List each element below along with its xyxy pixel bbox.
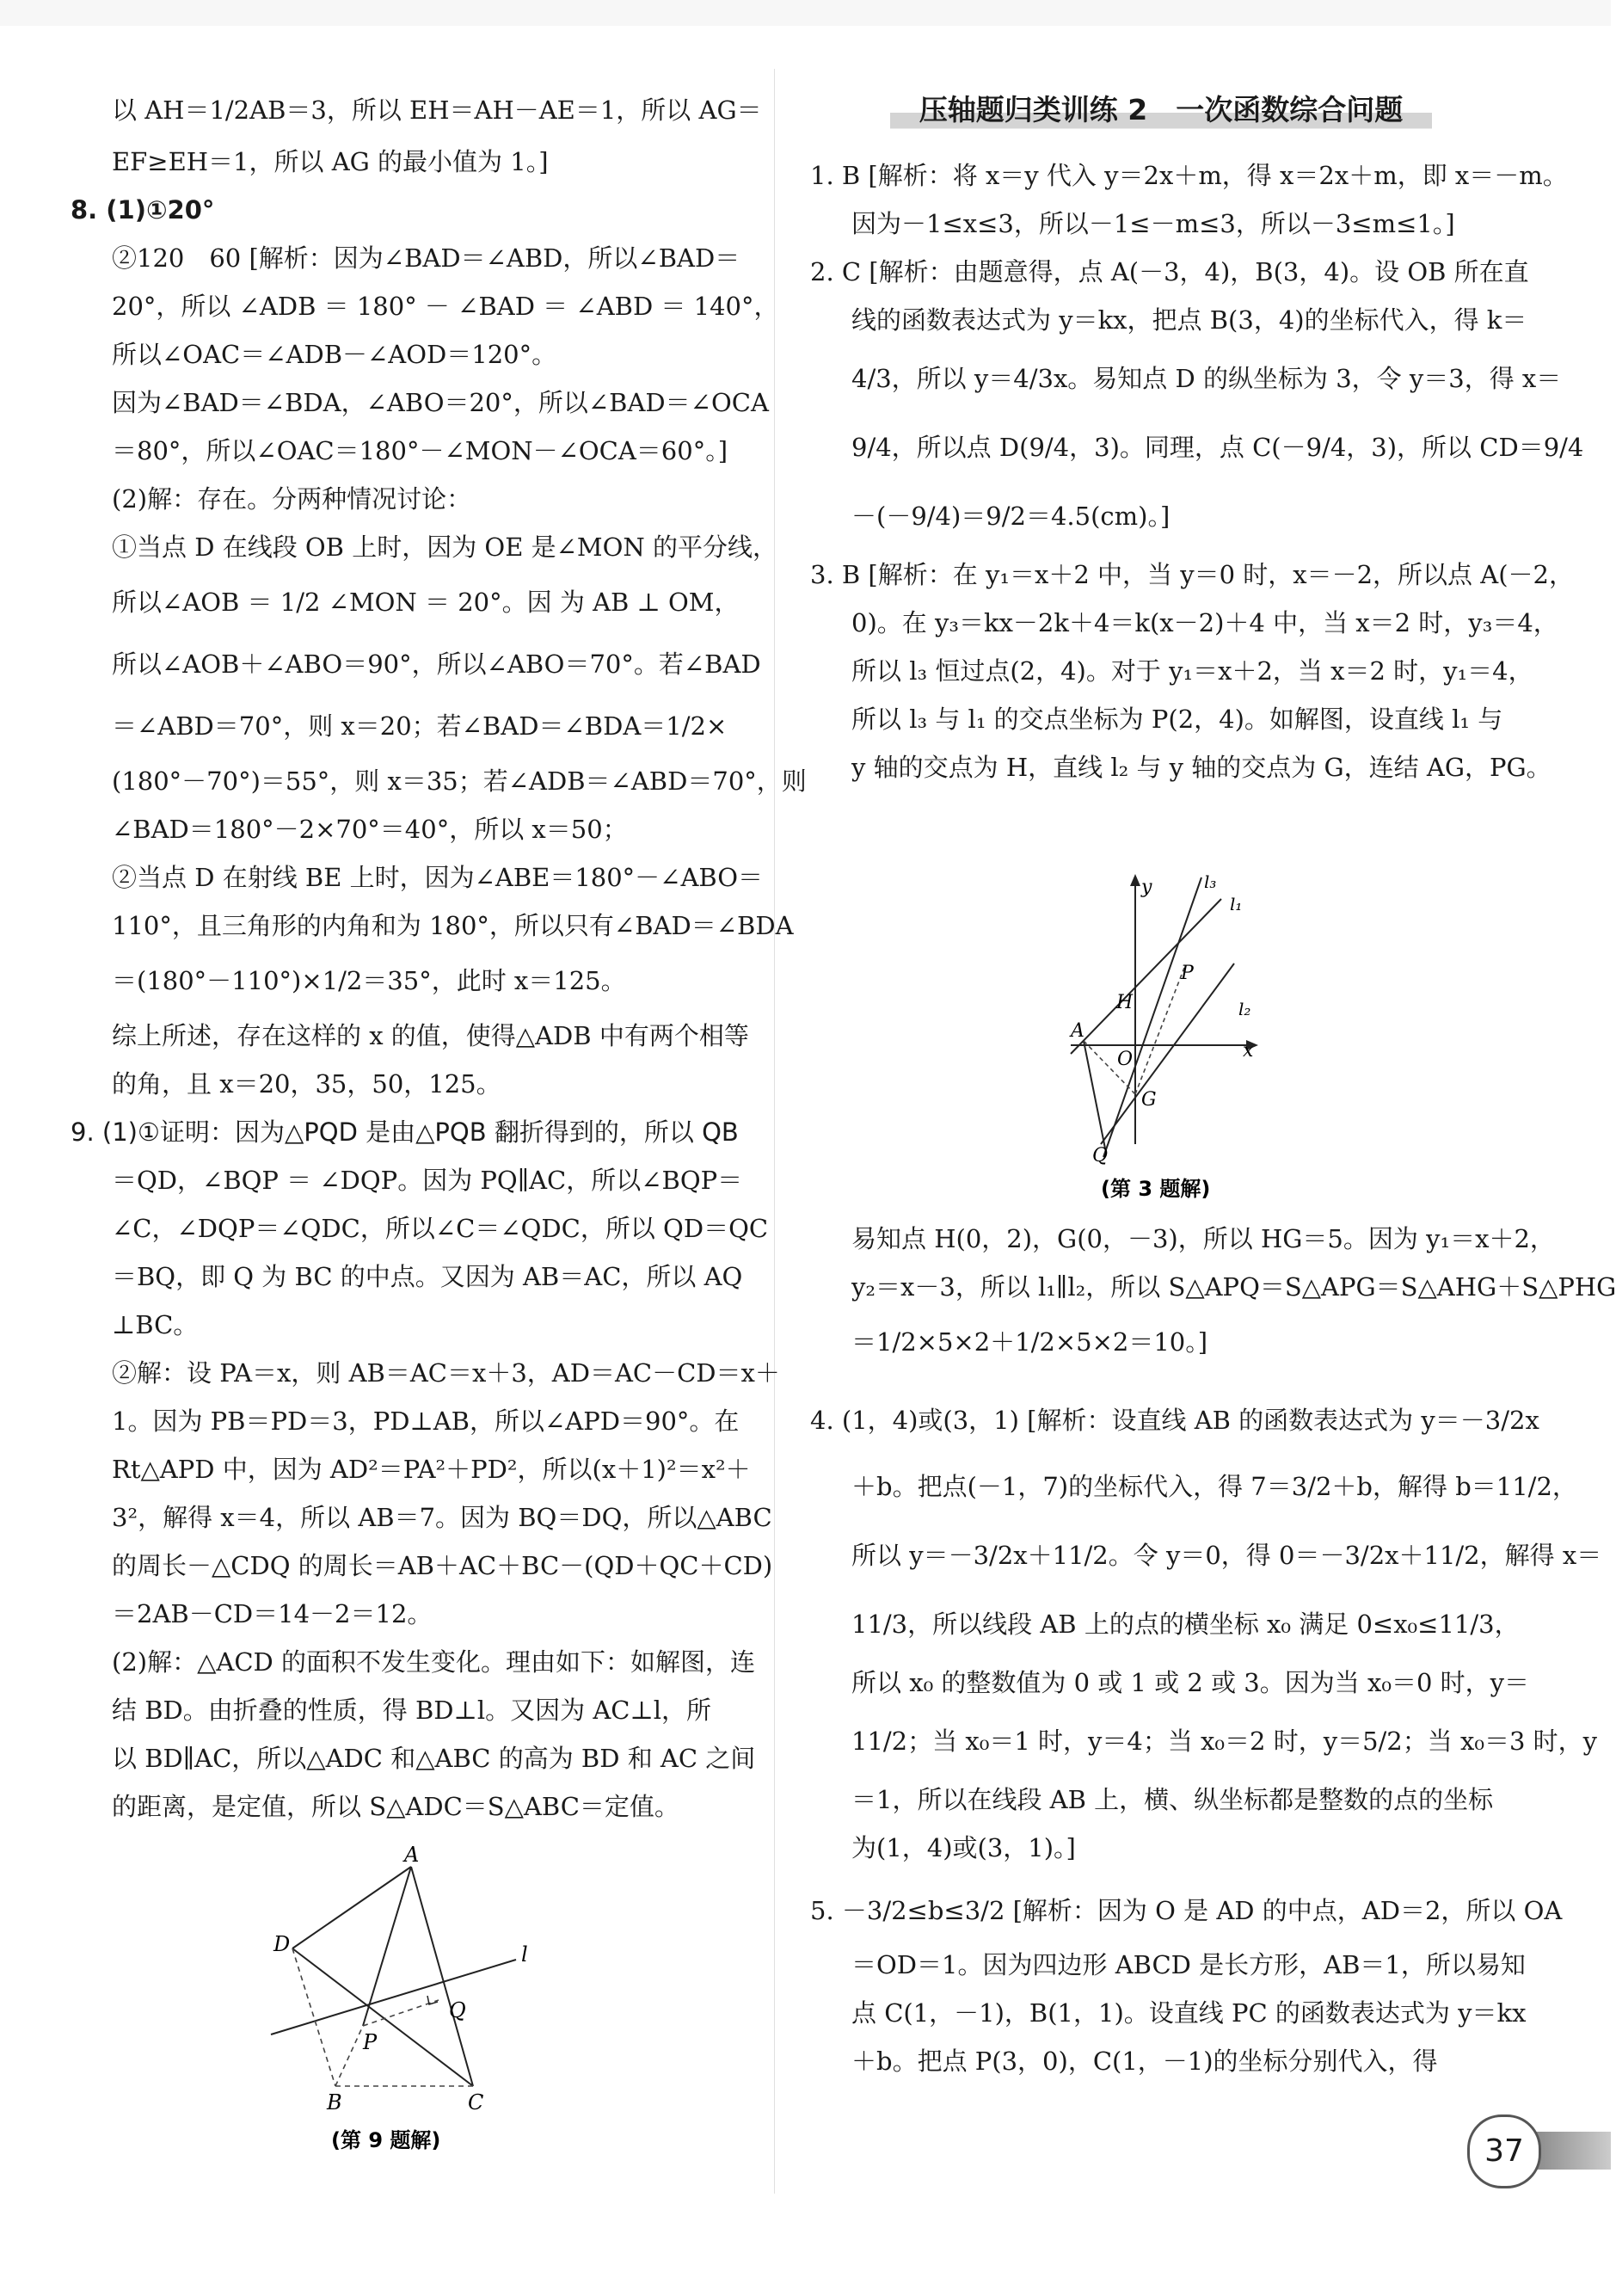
text-line: ∠C，∠DQP＝∠QDC，所以∠C＝∠QDC，所以 QD＝QC [112, 1214, 769, 1243]
fig9-label-l: l [521, 1942, 528, 1967]
text-line: (180°－70°)＝55°，则 x＝35；若∠ADB＝∠ABD＝70°，则 [112, 766, 807, 796]
text-line: 的角，且 x＝20，35，50，125。 [112, 1069, 501, 1099]
fig9-label-B: B [327, 2090, 342, 2114]
text-line: －(－9/4)＝9/2＝4.5(cm)。] [851, 502, 1171, 531]
text-line: 易知点 H(0，2)，G(0，－3)，所以 HG＝5。因为 y₁＝x＋2， [851, 1224, 1555, 1253]
figure-9-diagram [258, 1843, 568, 2159]
text-line: 11/2；当 x₀＝1 时，y＝4；当 x₀＝2 时，y＝5/2；当 x₀＝3 时，y [851, 1727, 1597, 1756]
text-line: EF≥EH＝1，所以 AG 的最小值为 1。] [112, 147, 549, 176]
fig3-label-P: P [1181, 963, 1194, 984]
problem-9-heading: 9. (1)①证明：因为△PQD 是由△PQB 翻折得到的，所以 QB [71, 1117, 739, 1147]
text-line: ＋b。把点 P(3，0)，C(1，－1)的坐标分别代入，得 [851, 2047, 1438, 2076]
text-line: ＝(180°－110°)×1/2＝35°，此时 x＝125。 [112, 966, 626, 995]
problem-5: 5. －3/2≤b≤3/2 [解析：因为 O 是 AD 的中点，AD＝2，所以 OA [810, 1896, 1563, 1925]
text-line: 结 BD。由折叠的性质，得 BD⊥l。又因为 AC⊥l，所 [112, 1696, 712, 1725]
fig9-label-D: D [273, 1932, 291, 1956]
fig9-label-C: C [468, 2090, 484, 2114]
fig3-label-y: y [1141, 877, 1152, 898]
problem-2: 2. C [解析：由题意得，点 A(－3，4)，B(3，4)。设 OB 所在直 [810, 257, 1529, 286]
text-line: 综上所述，存在这样的 x 的值，使得△ADB 中有两个相等 [112, 1021, 749, 1050]
text-line: 所以∠AOB ＝ 1/2 ∠MON ＝ 20°。因 为 AB ⊥ OM， [112, 588, 740, 617]
text-line: 所以 y＝－3/2x＋11/2。令 y＝0，得 0＝－3/2x＋11/2，解得 x＝ [851, 1541, 1602, 1570]
text-line: 所以 l₃ 恒过点(2，4)。对于 y₁＝x＋2，当 x＝2 时，y₁＝4， [851, 656, 1533, 686]
text-line: ②120 60 [解析：因为∠BAD＝∠ABD，所以∠BAD＝ [112, 243, 740, 273]
text-line: 20°，所以 ∠ADB ＝ 180° － ∠BAD ＝ ∠ABD ＝ 140°， [112, 292, 779, 321]
text-line: ∠BAD＝180°－2×70°＝40°，所以 x＝50； [112, 815, 628, 844]
text-line: ②当点 D 在射线 BE 上时，因为∠ABE＝180°－∠ABO＝ [112, 863, 764, 892]
text-line: ＝BQ，即 Q 为 BC 的中点。又因为 AB＝AC，所以 AQ [112, 1262, 743, 1291]
text-line: ＝80°，所以∠OAC＝180°－∠MON－∠OCA＝60°。] [112, 436, 728, 465]
fig3-label-O: O [1117, 1049, 1134, 1070]
text-line: ＝QD，∠BQP ＝ ∠DQP。因为 PQ∥AC，所以∠BQP＝ [112, 1166, 743, 1195]
text-line: (2)解：△ACD 的面积不发生变化。理由如下：如解图，连 [112, 1647, 755, 1677]
text-line: ①当点 D 在线段 OB 上时，因为 OE 是∠MON 的平分线， [112, 532, 777, 562]
fig3-label-x: x [1243, 1040, 1254, 1062]
fig9-caption: (第 9 题解) [331, 2128, 441, 2152]
problem-1: 1. B [解析：将 x＝y 代入 y＝2x＋m，得 x＝2x＋m，即 x＝－m。 [810, 161, 1568, 190]
fig9-label-Q: Q [449, 1998, 466, 2022]
text-line: 线的函数表达式为 y＝kx，把点 B(3，4)的坐标代入，得 k＝ [851, 305, 1527, 335]
fig9-label-A: A [404, 1843, 420, 1867]
text-line: 11/3，所以线段 AB 上的点的横坐标 x₀ 满足 0≤x₀≤11/3， [851, 1610, 1520, 1639]
text-line: 所以 l₃ 与 l₁ 的交点坐标为 P(2，4)。如解图，设直线 l₁ 与 [851, 705, 1503, 734]
text-line: 的距离，是定值，所以 S△ADC＝S△ABC＝定值。 [112, 1792, 679, 1821]
text-line: (2)解：存在。分两种情况讨论： [112, 484, 472, 514]
figure-9 [258, 1843, 568, 2159]
text-line: 3²，解得 x＝4，所以 AB＝7。因为 BQ＝DQ，所以△ABC [112, 1503, 772, 1532]
text-line: 4/3，所以 y＝4/3x。易知点 D 的纵坐标为 3，令 y＝3，得 x＝ [851, 364, 1562, 393]
text-line: ＝1/2×5×2＋1/2×5×2＝10。] [851, 1327, 1208, 1357]
text-line: ②解：设 PA＝x，则 AB＝AC＝x＋3，AD＝AC－CD＝x＋ [112, 1358, 780, 1388]
section-title: 压轴题归类训练 2 一次函数综合问题 [890, 86, 1432, 134]
fig3-label-Q: Q [1092, 1145, 1109, 1166]
text-line: ＝2AB－CD＝14－2＝12。 [112, 1599, 433, 1628]
fig3-label-G: G [1141, 1089, 1157, 1111]
text-line: 因为－1≤x≤3，所以－1≤－m≤3，所以－3≤m≤1。] [851, 209, 1455, 238]
left-column [71, 83, 807, 1831]
fig3-label-l3: l₃ [1204, 871, 1217, 892]
fig3-caption: (第 3 题解) [1101, 1177, 1211, 1201]
fig9-label-P: P [363, 2030, 378, 2054]
text-line: y 轴的交点为 H，直线 l₂ 与 y 轴的交点为 G，连结 AG，PG。 [851, 753, 1551, 782]
text-line: Rt△APD 中，因为 AD²＝PA²＋PD²，所以(x＋1)²＝x²＋ [112, 1455, 751, 1484]
text-line: 所以 x₀ 的整数值为 0 或 1 或 2 或 3。因为当 x₀＝0 时，y＝ [851, 1668, 1529, 1697]
fig3-label-H: H [1116, 992, 1134, 1013]
column-divider [774, 69, 775, 2194]
text-line: 为(1，4)或(3，1)。] [851, 1833, 1076, 1862]
text-line: 以 AH＝1/2AB＝3，所以 EH＝AH－AE＝1，所以 AG＝ [112, 95, 762, 125]
text-line: 以 BD∥AC，所以△ADC 和△ABC 的高为 BD 和 AC 之间 [112, 1744, 756, 1773]
page-tab [1531, 2132, 1611, 2170]
problem-8-heading: 8. (1)①20° [71, 195, 215, 225]
problem-3: 3. B [解析：在 y₁＝x＋2 中，当 y＝0 时，x＝－2，所以点 A(－2， [810, 560, 1574, 589]
right-column-bottom [810, 1215, 1616, 2085]
right-column-top [810, 151, 1584, 791]
figure-3-diagram [1062, 869, 1286, 1204]
text-line: ⊥BC。 [112, 1310, 199, 1339]
fig3-label-A: A [1071, 1020, 1085, 1042]
text-line: 点 C(1，－1)，B(1，1)。设直线 PC 的函数表达式为 y＝kx [851, 1998, 1527, 2028]
problem-4: 4. (1，4)或(3，1) [解析：设直线 AB 的函数表达式为 y＝－3/2x [810, 1406, 1539, 1435]
text-line: 的周长－△CDQ 的周长＝AB＋AC＋BC－(QD＋QC＋CD) [112, 1551, 773, 1580]
text-line: 1。因为 PB＝PD＝3，PD⊥AB，所以∠APD＝90°。在 [112, 1407, 740, 1436]
text-line: 所以∠OAC＝∠ADB－∠AOD＝120°。 [112, 340, 557, 369]
text-line: y₂＝x－3，所以 l₁∥l₂，所以 S△APQ＝S△APG＝S△AHG＋S△PHG [851, 1272, 1616, 1302]
text-line: 因为∠BAD＝∠BDA，∠ABO＝20°，所以∠BAD＝∠OCA [112, 388, 769, 417]
text-line: ＝OD＝1。因为四边形 ABCD 是长方形，AB＝1，所以易知 [851, 1950, 1526, 1979]
text-line: ＝∠ABD＝70°，则 x＝20；若∠BAD＝∠BDA＝1/2× [112, 711, 728, 741]
text-line: ＝1，所以在线段 AB 上，横、纵坐标都是整数的点的坐标 [851, 1785, 1494, 1814]
fig3-label-l1: l₁ [1230, 894, 1243, 914]
text-line: ＋b。把点(－1，7)的坐标代入，得 7＝3/2＋b，解得 b＝11/2， [851, 1472, 1577, 1501]
page-number: 37 [1467, 2114, 1541, 2188]
top-band [0, 0, 1611, 26]
fig3-label-l2: l₂ [1238, 999, 1251, 1019]
text-line: 0)。在 y₃＝kx－2k＋4＝k(x－2)＋4 中，当 x＝2 时，y₃＝4， [851, 608, 1558, 637]
text-line: 9/4，所以点 D(9/4，3)。同理，点 C(－9/4，3)，所以 CD＝9/4 [851, 433, 1584, 462]
figure-3 [1062, 869, 1286, 1204]
text-line: 所以∠AOB＋∠ABO＝90°，所以∠ABO＝70°。若∠BAD [112, 649, 761, 679]
text-line: 110°，且三角形的内角和为 180°，所以只有∠BAD＝∠BDA [112, 911, 794, 940]
